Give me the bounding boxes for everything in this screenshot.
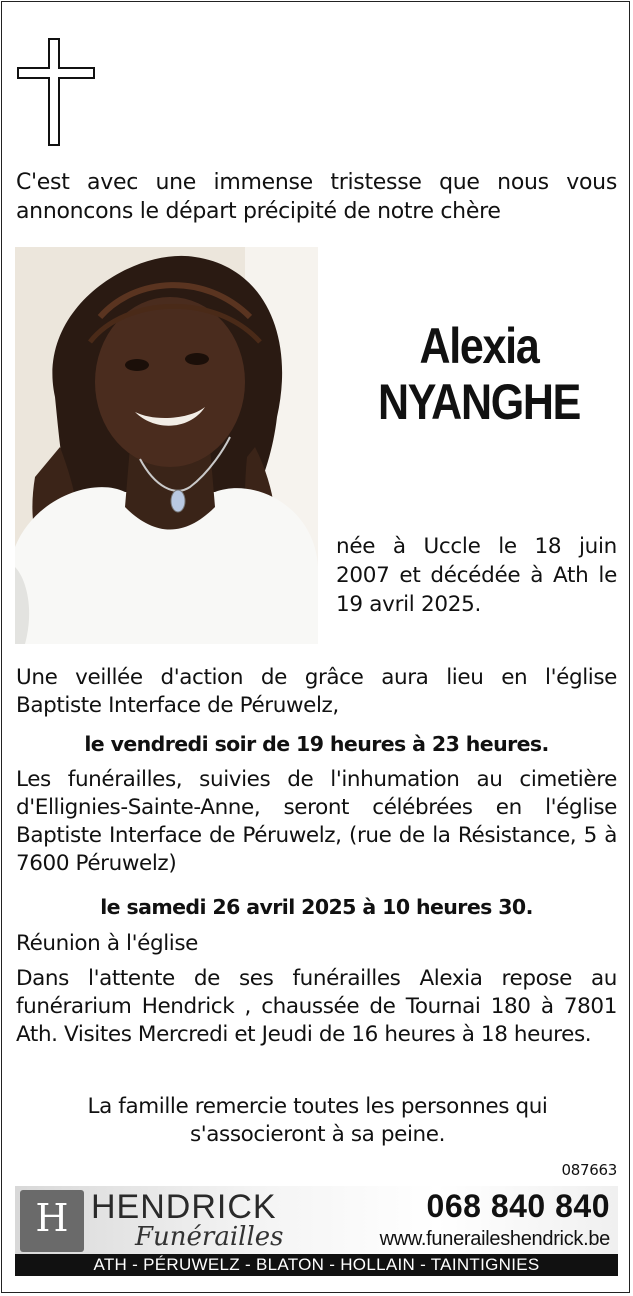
funeral-text: Les funérailles, suivies de l'inhumation au cimetière d'Ellignies-Sainte-Anne, seront célébrées en l'église Baptiste Interface de Péruwelz, (rue de la Résistance, 5 à 7600 Péruwelz) (16, 767, 617, 876)
brand-name: HENDRICK (91, 1188, 277, 1226)
reference-number: 087663 (561, 1161, 617, 1179)
last-name: NYANGHE (377, 374, 581, 430)
intro-text: C'est avec une immense tristesse que nous vous annoncons le départ précipité de notre chère (16, 170, 617, 224)
thanks-text: La famille remercie toutes les personnes qui s'associeront à sa peine. (87, 1094, 548, 1147)
first-name: Alexia (419, 318, 539, 374)
wake-text: Une veillée d'action de grâce aura lieu en l'église Baptiste Interface de Péruwelz, (16, 665, 617, 718)
portrait-photo (15, 247, 318, 644)
towns-bar: ATH - PÉRUWELZ - BLATON - HOLLAIN - TAINTIGNIES (15, 1254, 618, 1276)
reunion-text: Réunion à l'église (16, 931, 198, 956)
brand-subtitle: Funérailles (135, 1222, 284, 1252)
visit-text: Dans l'attente de ses funérailles Alexia repose au funérarium Hendrick , chaussée de Tournai 180 à 7801 Ath. Visites Mercredi et Jeudi de 16 heures à 18 heures. (16, 966, 617, 1047)
website-url: www.funeraileshendrick.be (379, 1228, 610, 1250)
phone-number: 068 840 840 (426, 1188, 610, 1224)
funeral-time: le samedi 26 avril 2025 à 10 heures 30. (100, 895, 533, 919)
cross-icon (16, 38, 96, 146)
birth-death-dates: née à Uccle le 18 juin 2007 et décédée à Ath le 19 avril 2025. (336, 534, 617, 617)
hendrick-logo (20, 1190, 84, 1252)
deceased-name (359, 318, 598, 430)
wake-time: le vendredi soir de 19 heures à 23 heures. (84, 732, 549, 756)
logo-letter: H (35, 1196, 69, 1240)
funeral-home-banner (15, 1186, 618, 1276)
